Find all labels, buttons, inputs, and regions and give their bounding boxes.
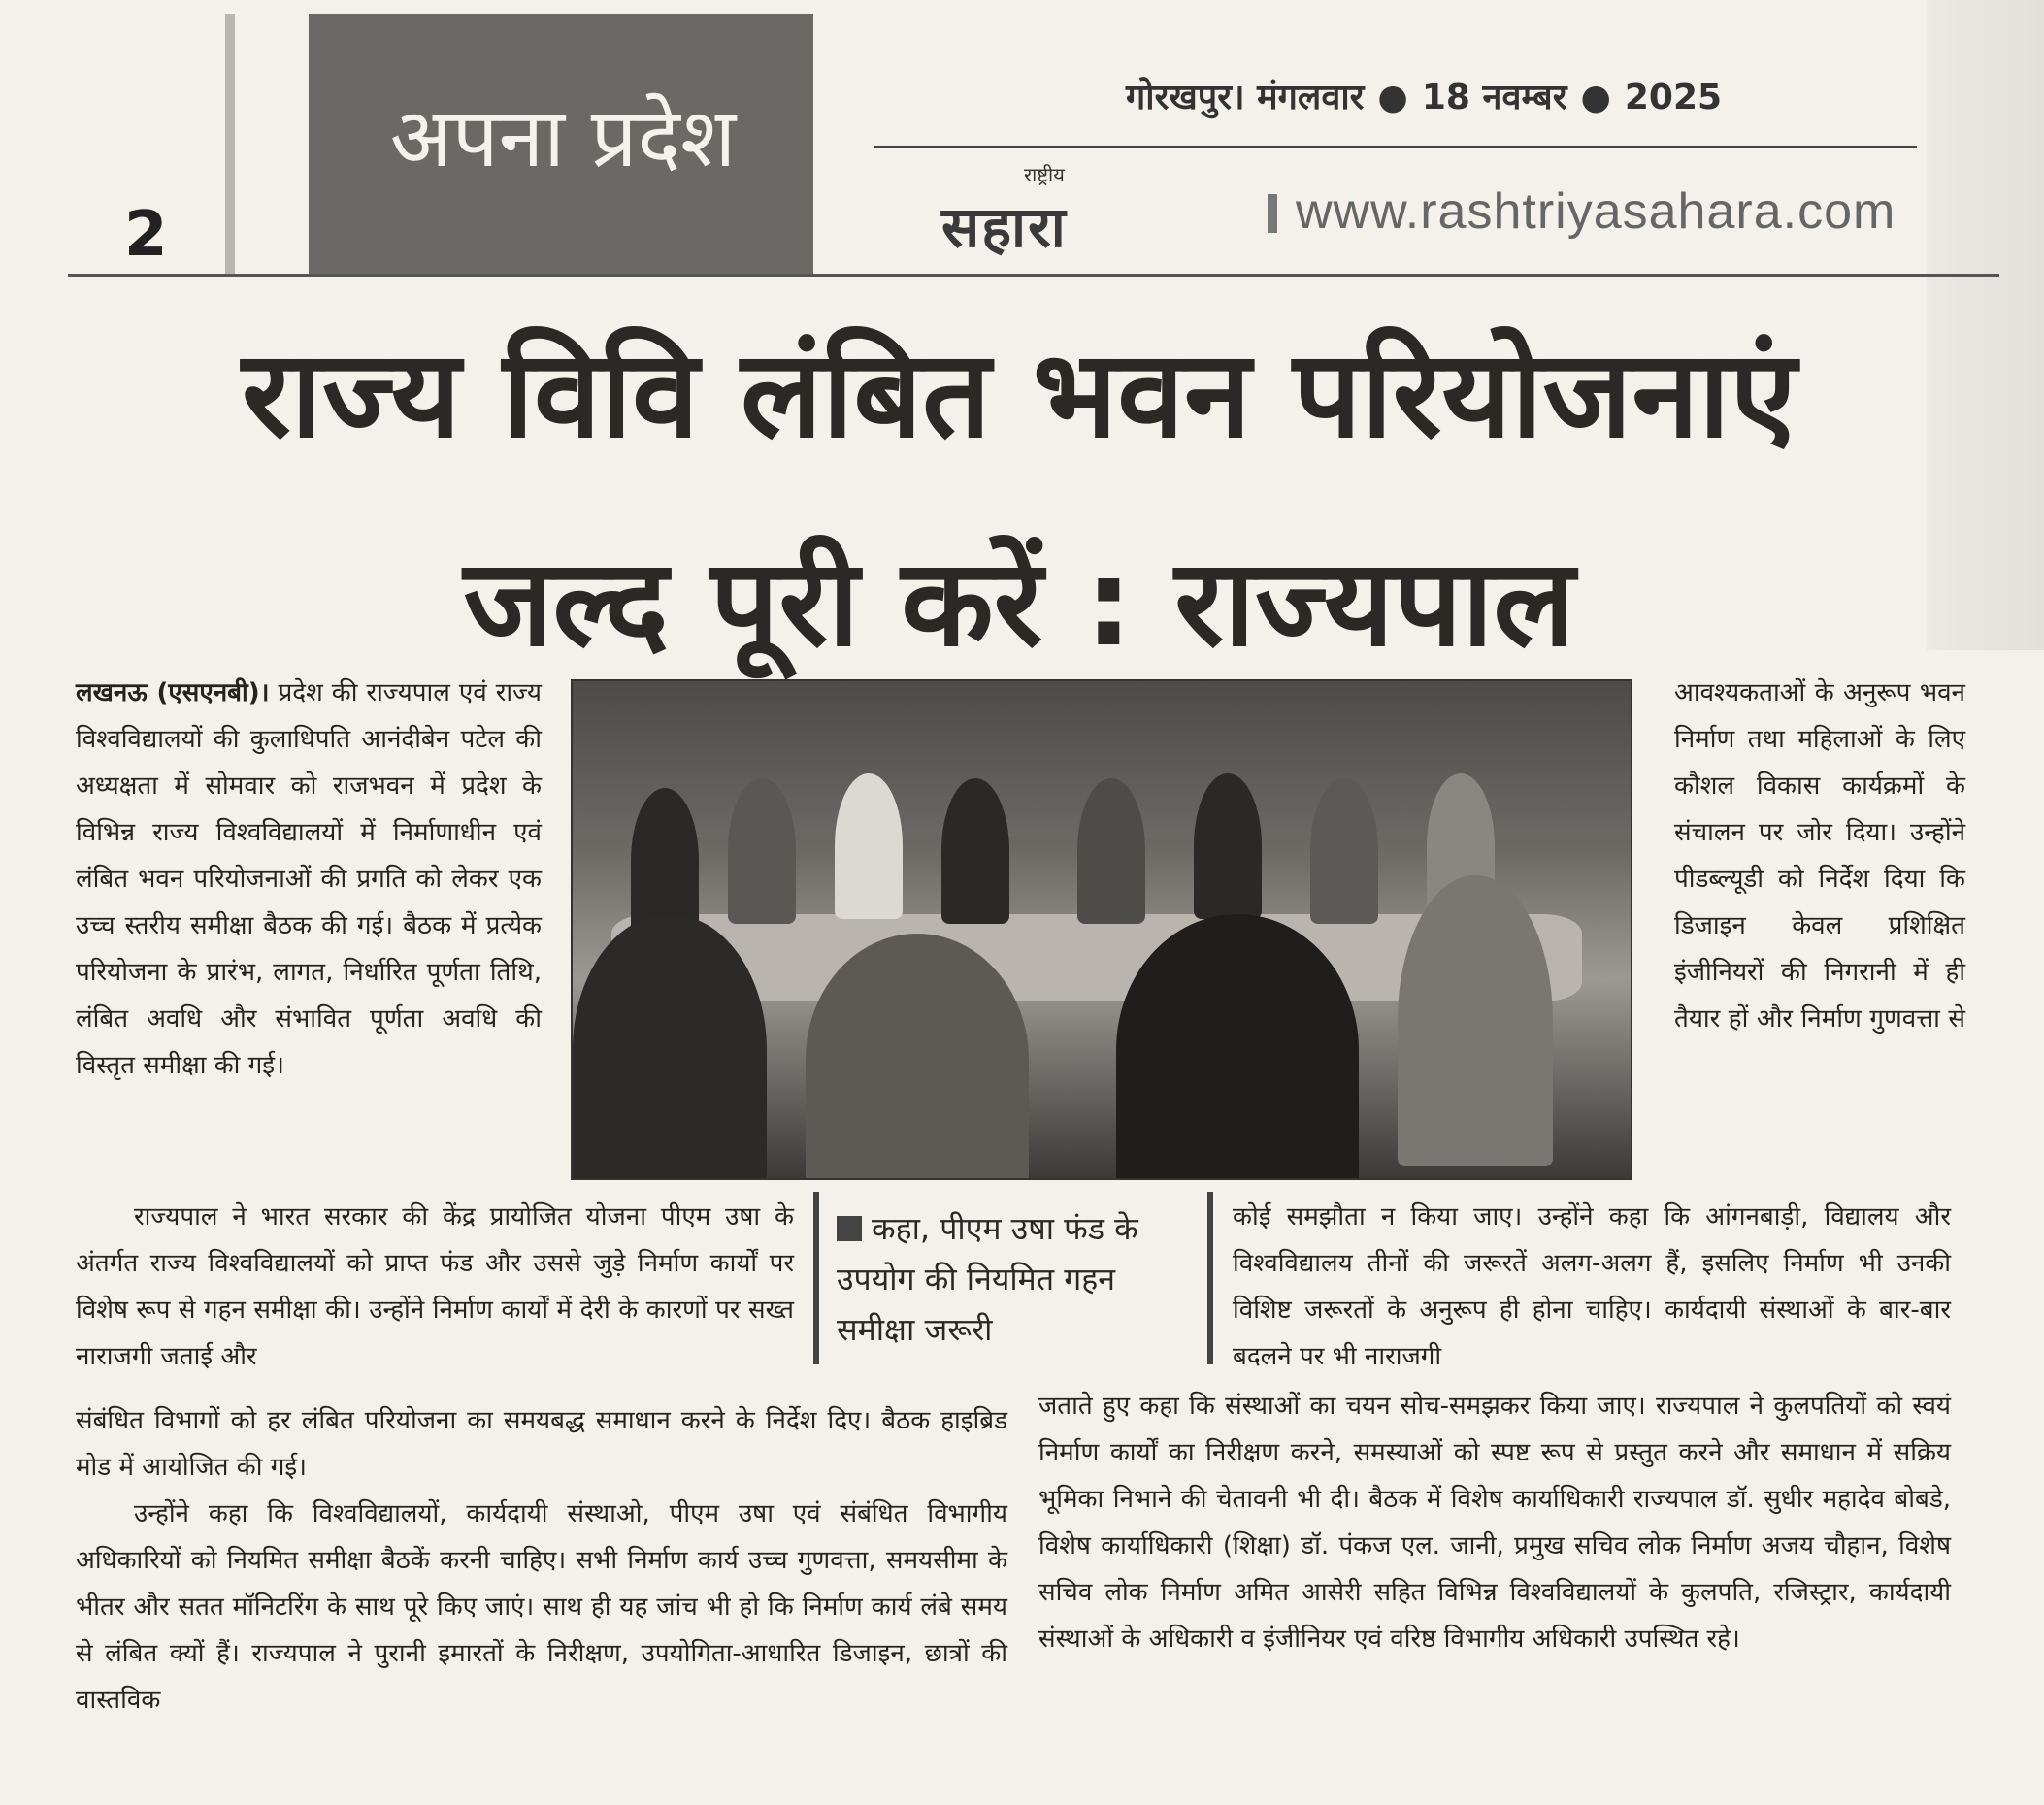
article-lead: प्रदेश की राज्यपाल एवं राज्य विश्वविद्यालयों की कुलाधिपति आनंदीबेन पटेल की अध्यक्षता में सोमवार को राजभवन में प्रदेश के विभिन्न राज्य विश्वविद्यालयों में निर्माणाधीन एवं लंबित भवन परियोजनाओं की प्रगति को लेकर एक उच्च स्तरीय समीक्षा बैठक की गई। बैठक में प्रत्येक परियोजना के प्रारंभ, लागत, निर्धारित पूर्णता तिथि, लंबित अवधि और संभावित पूर्णता अवधि की विस्तृत समीक्षा की गई। (76, 678, 543, 1080)
masthead-dateline: गोरखपुर। मंगलवार ● 18 नवम्बर ● 2025 (1126, 78, 1723, 117)
paper-logo: सहारा (941, 194, 1068, 260)
photo-person-foreground (1116, 914, 1359, 1180)
article-right-column (1674, 670, 1965, 1042)
photo-person-foreground (573, 914, 767, 1180)
photo-person-foreground (806, 934, 1029, 1180)
photo-person (1077, 778, 1145, 924)
paper-website: www.rashtriyasahara.com (1296, 183, 1896, 240)
header-rule (874, 146, 1917, 148)
headline-line-1: राज्य विवि लंबित भवन परियोजनाएं (242, 325, 1797, 465)
masthead-city: गोरखपुर (1126, 78, 1232, 117)
masthead-day: मंगलवार (1257, 78, 1365, 117)
photo-person (728, 778, 796, 924)
meeting-photo (571, 679, 1632, 1180)
photo-person-chair (1398, 875, 1553, 1166)
article-right-bottom (1233, 1194, 1951, 1380)
pullquote-text: कहा, पीएम उषा फंड के उपयोग की नियमित गहन समीक्षा जरूरी (837, 1210, 1138, 1348)
logo-separator (1233, 194, 1277, 233)
article-para-3-text: उन्होंने कहा कि विश्वविद्यालयों, कार्यदायी संस्थाओ, पीएम उषा एवं संबंधित विभागीय अधिकारियों को नियमित समीक्षा बैठकें करनी चाहिए। सभी निर्माण कार्य उच्च गुणवत्ता, समयसीमा के भीतर और सतत मॉनिटरिंग के साथ पूरे किए जाएं। साथ ही यह जांच भी हो कि निर्माण कार्य लंबे समय से लंबित क्यों हैं। राज्यपाल ने पुरानी इमारतों के निरीक्षण, उपयोगिता-आधारित डिजाइन, छात्रों की वास्तविक (76, 1499, 1007, 1715)
pullquote (837, 1203, 1186, 1355)
page-number: 2 (124, 199, 168, 271)
article-left-column (76, 670, 542, 1089)
article-dateline: लखनऊ (एसएनबी)। (76, 678, 270, 707)
photo-person (1310, 778, 1378, 924)
masthead-date: 18 नवम्बर (1421, 78, 1567, 117)
section-title: अपना प्रदेश (389, 90, 737, 185)
photo-person (631, 788, 699, 934)
photo-person (941, 778, 1009, 924)
section-divider (225, 14, 235, 274)
article-para-2-text: राज्यपाल ने भारत सरकार की केंद्र प्रायोजित योजना पीएम उषा के अंतर्गत राज्य विश्वविद्यालयों को प्राप्त फंड और उससे जुड़े निर्माण कार्यों पर विशेष रूप से गहन समीक्षा की। उन्होंने निर्माण कार्यों में देरी के कारणों पर सख्त नाराजगी जताई और (76, 1202, 794, 1371)
photo-person (1194, 773, 1262, 919)
article-para-2-cont-text: संबंधित विभागों को हर लंबित परियोजना का समयबद्ध समाधान करने के निर्देश दिए। बैठक हाइब्रिड मोड में आयोजित की गई। (76, 1406, 1007, 1482)
article-right-bottom-2-text: जताते हुए कहा कि संस्थाओं का चयन सोच-समझकर किया जाए। राज्यपाल ने कुलपतियों को स्वयं निर्माण कार्यों का निरीक्षण करने, समस्याओं को स्पष्ट रूप से प्रस्तुत करने और समाधान में सक्रिय भूमिका निभाने की चेतावनी भी दी। बैठक में विशेष कार्याधिकारी राज्यपाल डॉ. सुधीर महादेव बोबडे, विशेष कार्याधिकारी (शिक्षा) डॉ. पंकज एल. जानी, प्रमुख सचिव लोक निर्माण अजय चौहान, विशेष सचिव लोक निर्माण अमित आसेरी सहित विभिन्न विश्वविद्यालयों के कुलपति, रजिस्ट्रार, कार्यदायी संस्थाओं के अधिकारी व इंजीनियर एवं वरिष्ठ विभागीय अधिकारी उपस्थित रहे। (1038, 1392, 1951, 1654)
masthead-year: 2025 (1624, 78, 1723, 117)
article-right-bottom-2 (1038, 1383, 1951, 1662)
article-para-2 (76, 1194, 794, 1380)
article-right-bottom-text: कोई समझौता न किया जाए। उन्होंने कहा कि आंगनबाड़ी, विद्यालय और विश्वविद्यालय तीनों की जरूरतें अलग-अलग हैं, इसलिए निर्माण भी उनकी विशिष्ट जरूरतों के अनुरूप ही होना चाहिए। कार्यदायी संस्थाओं के बार-बार बदलने पर भी नाराजगी (1233, 1202, 1951, 1371)
article-right-text: आवश्यकताओं के अनुरूप भवन निर्माण तथा महिलाओं के लिए कौशल विकास कार्यक्रमों के संचालन पर जोर दिया। उन्होंने पीडब्ल्यूडी को निर्देश दिया कि डिजाइन केवल प्रशिक्षित इंजीनियरों की निगरानी में ही तैयार हों और निर्माण गुणवत्ता से (1674, 678, 1965, 1034)
article-para-2-continued (76, 1397, 1007, 1723)
paper-logo-small: राष्ट्रीय (1024, 163, 1065, 186)
square-bullet-icon (837, 1216, 862, 1241)
top-rule (68, 274, 1999, 277)
headline-line-2: जल्द पूरी करें : राज्यपाल (463, 534, 1575, 673)
photo-person (835, 773, 903, 919)
